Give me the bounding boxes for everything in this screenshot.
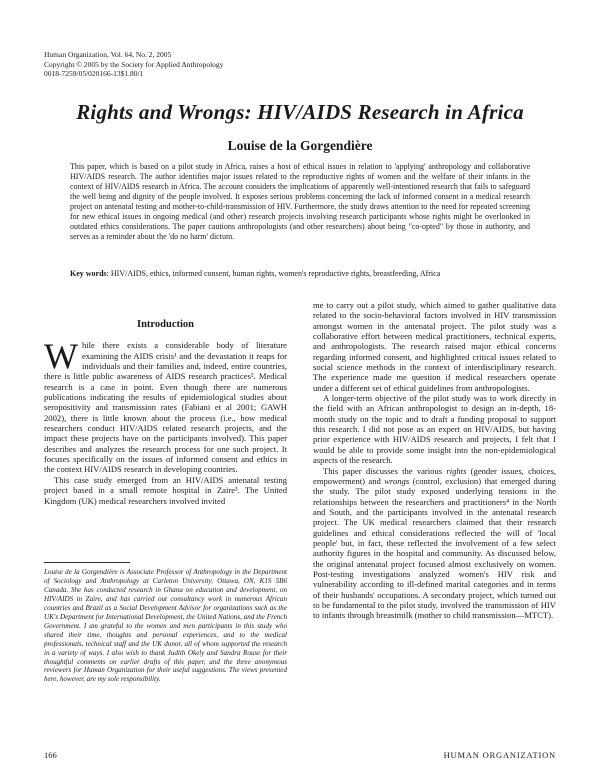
p5-text-middle: (gender issues, choices, empowerment) and [313, 465, 556, 486]
page-number: 166 [44, 750, 57, 760]
article-author: Louise de la Gorgendière [227, 138, 373, 153]
footer-journal-name: HUMAN ORGANIZATION [443, 750, 556, 760]
intro-paragraph-1: hile there exists a considerable body of literature examining the AIDS crisis¹ and the devastation it reaps for individuals and their families and, indeed, entire countries, there is little public awareness of AIDS research practices². Medical research is a case in point. Even though there are numerous publications indicating the results of epidemiological studies about seropositivity and transmission rates (Fabiani et al 2001; GAWH 2002), there is little known about the process (i.e., how medical researchers conduct HIV/AIDS related research projects, and the impact these projects have on the participants involved). This paper describes and analyzes the research process for one such project. It focuses specifically on the issues of informed consent and ethics in the context HIV/AIDS research in developing countries. [44, 340, 287, 475]
keywords-label: Key words [70, 269, 107, 278]
intro-paragraph-5 [313, 466, 556, 621]
article-title: Rights and Wrongs: HIV/AIDS Research in Africa [76, 100, 524, 124]
journal-header [44, 50, 223, 79]
intro-paragraph-2: This case study emerged from an HIV/AIDS antenatal testing project based in a small remote hospital in Zaire³. The United Kingdom (UK) medical researchers involved invited [44, 474, 287, 506]
body-paragraph [44, 336, 287, 475]
right-column [313, 300, 556, 621]
header-citation: Human Organization, Vol. 64, No. 2, 2005 [44, 50, 172, 59]
header-issn: 0018-7259/05/020166-13$1.80/1 [44, 69, 144, 79]
drop-cap: W [44, 336, 78, 377]
header-copyright: Copyright © 2005 by the Society for Applied Anthropology [44, 59, 224, 69]
left-column [44, 320, 287, 506]
p5-wrongs-emphasis: wrongs [384, 475, 410, 486]
intro-paragraph-4: A longer-term objective of the pilot study was to work directly in the field with an African anthropologist to design an in-depth, 18-month study on the topic and to draft a funding proposal to support this research. I did not pose as an expert on HIV/AIDS, but having prior experience with HIV/AIDS research and projects, I felt that I would be able to provide some insight into the non-epidemiological aspects of the research. [313, 393, 556, 466]
author-footnote: Louise de la Gorgendière is Associate Professor of Anthropology in the Department of Sociology and Anthropology at Carleton University, Ottawa, ON, K1S 5B6 Canada. She has conducted research in Ghana on education and development, on HIV/AIDS in Zaire, and has carried out consultancy work in numerous African countries and Brazil as a Social Development Advisor for organizations such as the UK's Department for International Development, the United Nations, and the French Government. I am grateful to the women and men participants in this study who shared their time, thoughts and personal experiences, and to the medical professionals, technical staff and the UK donor, all of whom supported the research in a variety of ways. I also wish to thank Judith Okely and Sandra Rouse for their thoughtful comments on earlier drafts of this paper, and the three anonymous reviewers for Human Organization for their useful suggestions. The views presented here, however, are my sole responsibility. [44, 568, 287, 684]
abstract: This paper, which is based on a pilot study in Africa, raises a host of ethical issues in relation to 'applying' anthropology and collaborative HIV/AIDS research. The author identifies major issues related to the reproductive rights of women and the welfare of their infants in the context of HIV/AIDS research in Africa. The account considers the implications of apparently well-intentioned research that fails to safeguard the well being and dignity of the people involved. It exposes serious problems concerning the lack of informed consent in a medical research project on antenatal testing and mother-to-child-transmission of HIV. Furthermore, the study draws attention to the need for repeated screening for new ethical issues in ongoing medical (and other) research projects involving research participants whose rights might be overlooked in outdated ethics considerations. The paper cautions anthropologists (and other researchers) about being "co-opted" by those in authority, and serves as a reminder about the 'do no harm' dictum. [70, 162, 530, 242]
section-heading-introduction: Introduction [137, 319, 194, 330]
intro-paragraph-3: me to carry out a pilot study, which aimed to gather qualitative data related to the socio-behavioral factors involved in HIV transmission amongst women in the antenatal project. The pilot study was a collaborative effort between medical practitioners, technical experts, and anthropologists. The research raised major ethical concerns regarding informed consent, and highlighted critical issues related to social science methods in the context of interdisciplinary research. The experience made me question if medical researchers operate under a different set of ethical guidelines from anthropologists. [313, 300, 556, 393]
p5-rights-emphasis: rights [446, 465, 467, 476]
keywords [70, 269, 530, 279]
footnote-divider [44, 562, 130, 563]
keywords-text: : HIV/AIDS, ethics, informed consent, human rights, women's reproductive rights, breastfeeding, Africa [106, 269, 441, 278]
p5-text-start: This paper discusses the various [323, 465, 447, 476]
p5-text-end: (control, exclusion) that emerged during the study. The pilot study exposed underlying tensions in the relationships between the researchers and practitioners⁴ in the North and South, and the participants involved in the antenatal research project. The UK medical researchers claimed that their research guidelines and ethical considerations reflected the will of 'local people' but, in fact, these reflected the involvement of a few select authority figures in the hospital and community. As discussed below, the original antenatal project focused almost exclusively on women. Post-testing investigations analyzed women's HIV risk and vulnerability according to ill-defined marital categories and in terms of their husbands' occupations. A secondary project, which turned out to be fundamental to the pilot study, involved the transmission of HIV to infants through breastmilk (mother to child transmission—MTCT). [313, 475, 556, 621]
